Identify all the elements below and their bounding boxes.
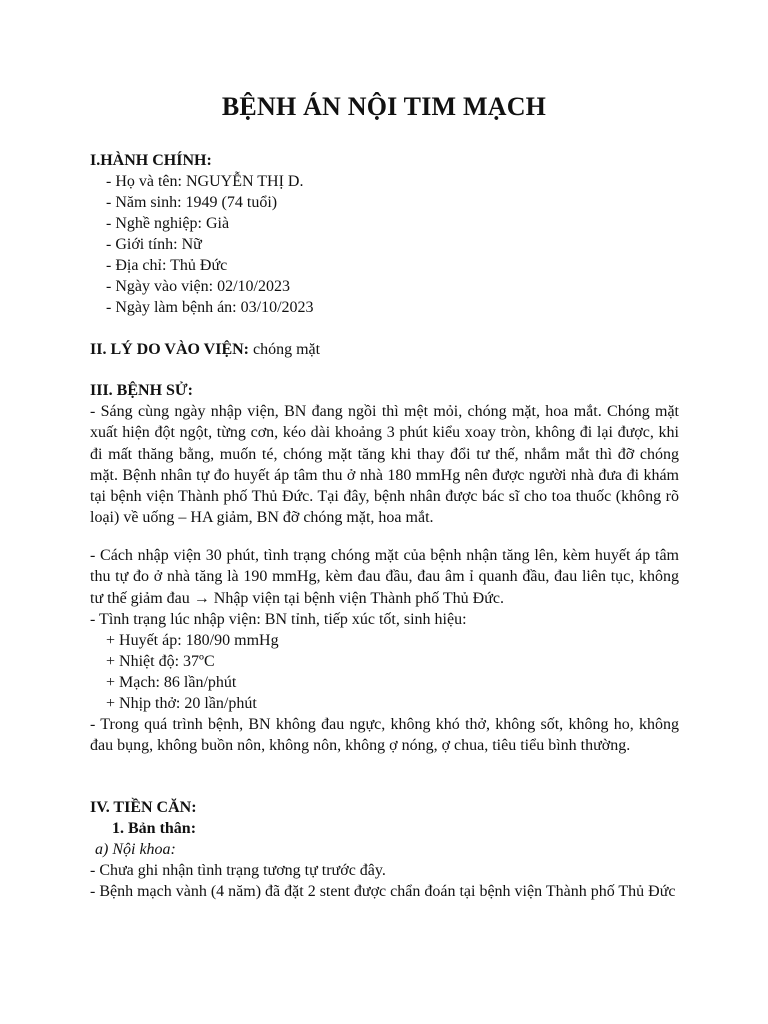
history-paragraph-4: - Trong quá trình bệnh, BN không đau ngực, không khó thở, không sốt, không ho, không đau bụng, không buồn nôn, không nôn, không ợ nóng, ợ chua, tiêu tiểu bình thường. bbox=[90, 716, 679, 755]
section-heading-history: III. BỆNH SỬ: bbox=[90, 382, 193, 399]
field-name: - Họ và tên: NGUYỄN THỊ D. bbox=[106, 173, 304, 190]
field-address: - Địa chỉ: Thủ Đức bbox=[106, 257, 228, 274]
section-heading-reason: II. LÝ DO VÀO VIỆN: bbox=[90, 341, 249, 358]
vital-blood-pressure: + Huyết áp: 180/90 mmHg bbox=[106, 632, 279, 649]
reason-value: chóng mặt bbox=[249, 341, 321, 358]
document-title: BỆNH ÁN NỘI TIM MẠCH bbox=[221, 92, 547, 121]
field-record-date: - Ngày làm bệnh án: 03/10/2023 bbox=[106, 299, 314, 316]
section-heading-administrative: I.HÀNH CHÍNH: bbox=[90, 152, 212, 169]
past-history-item-2: - Bệnh mạch vành (4 năm) đã đặt 2 stent được chẩn đoán tại bệnh viện Thành phố Thủ Đức bbox=[90, 883, 676, 900]
history-paragraph-2: - Cách nhập viện 30 phút, tình trạng chóng mặt của bệnh nhận tăng lên, kèm huyết áp tâm thu tự đo ở nhà tăng là 190 mmHg, kèm đau đầu, đau âm ỉ quanh đầu, đau liên tục, không tư thế giảm đau → Nhập viện tại bệnh viện Thành phố Thủ Đức. bbox=[90, 547, 679, 607]
field-gender: - Giới tính: Nữ bbox=[106, 236, 202, 253]
vital-pulse: + Mạch: 86 lần/phút bbox=[106, 674, 237, 691]
section-reason-for-admission bbox=[90, 339, 690, 360]
history-paragraph-1: - Sáng cùng ngày nhập viện, BN đang ngồi thì mệt mỏi, chóng mặt, hoa mắt. Chóng mặt xuất hiện đột ngột, từng cơn, kéo dài khoảng 3 phút kiểu xoay tròn, không đi lại được, khi đi mất thăng bằng, muốn té, chóng mặt tăng khi thay đổi tư thế, nhắm mắt thì đỡ chóng mặt. Bệnh nhân tự đo huyết áp tâm thu ở nhà 180 mmHg nên được người nhà đưa đi khám tại bệnh viện Thành phố Thủ Đức. Tại đây, bệnh nhân được bác sĩ cho toa thuốc (không rõ loại) về uống – HA giảm, BN đỡ chóng mặt, hoa mắt. bbox=[90, 403, 679, 527]
section-heading-past-history: IV. TIỀN CĂN: bbox=[90, 799, 197, 816]
vital-temperature: + Nhiệt độ: 37ºC bbox=[106, 653, 215, 670]
field-admission-date: - Ngày vào viện: 02/10/2023 bbox=[106, 278, 290, 295]
subheading-internal-medicine: a) Nội khoa: bbox=[95, 841, 176, 858]
subheading-personal: 1. Bản thân: bbox=[112, 820, 197, 837]
field-occupation: - Nghề nghiệp: Già bbox=[106, 215, 230, 232]
field-birth-year: - Năm sinh: 1949 (74 tuổi) bbox=[106, 194, 278, 211]
history-paragraph-3: - Tình trạng lúc nhập viện: BN tỉnh, tiếp xúc tốt, sinh hiệu: bbox=[90, 611, 467, 628]
vital-respiratory-rate: + Nhịp thở: 20 lần/phút bbox=[106, 695, 257, 712]
past-history-item-1: - Chưa ghi nhận tình trạng tương tự trước đây. bbox=[90, 862, 386, 879]
